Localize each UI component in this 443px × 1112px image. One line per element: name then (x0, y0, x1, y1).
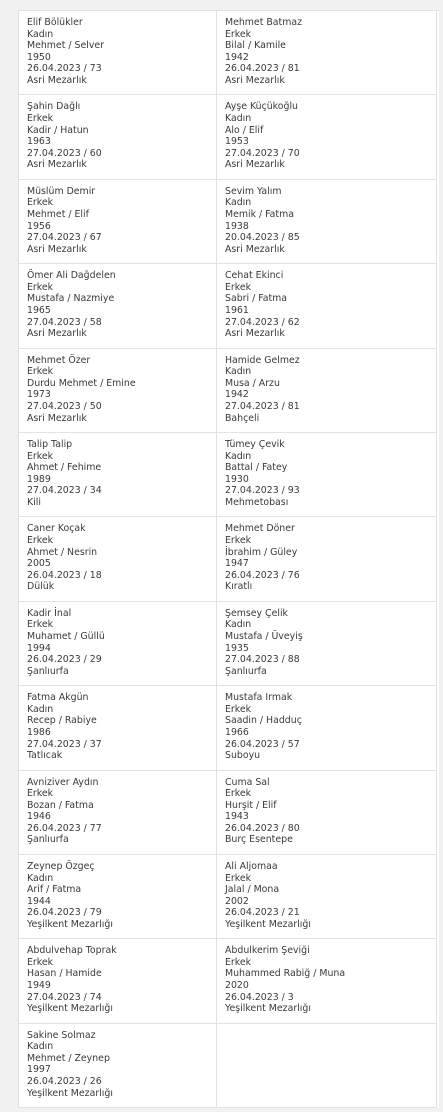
record-birth-year: 1961 (225, 304, 249, 316)
record-date-age: 26.04.2023 / 29 (27, 654, 102, 666)
record-date-age: 26.04.2023 / 80 (225, 822, 300, 834)
record-place: Şanlıurfa (27, 834, 69, 846)
record-gender: Kadın (27, 1041, 54, 1053)
record-gender: Erkek (27, 366, 54, 378)
record-date-age: 27.04.2023 / 60 (27, 147, 102, 159)
record-place: Asri Mezarlık (225, 74, 285, 86)
record-gender: Erkek (225, 281, 252, 293)
record-gender: Erkek (27, 619, 54, 631)
record-date-age: 27.04.2023 / 50 (27, 400, 102, 412)
record-date-age: 27.04.2023 / 34 (27, 485, 102, 497)
record-date-age: 27.04.2023 / 58 (27, 316, 102, 328)
record-birth-year: 1950 (27, 51, 51, 63)
record-cell (217, 433, 437, 517)
record-name: Abdulvehap Toprak (27, 945, 117, 957)
record-birth-year: 1942 (225, 389, 249, 401)
record-cell (19, 433, 217, 517)
record-date-age: 26.04.2023 / 73 (27, 63, 102, 75)
record-place: Dülük (27, 581, 55, 593)
record-name: Avniziver Aydın (27, 776, 99, 788)
record-place: Yeşilkent Mezarlığı (225, 1003, 311, 1015)
record-parents: Ahmet / Nesrin (27, 546, 98, 558)
record-cell (19, 939, 217, 1023)
record-birth-year: 1935 (225, 642, 249, 654)
record-parents: Jalal / Mona (225, 884, 280, 896)
record-birth-year: 1973 (27, 389, 51, 401)
record-place: Asri Mezarlık (225, 159, 285, 171)
record-birth-year: 1946 (27, 811, 51, 823)
record-parents: Durdu Mehmet / Emine (27, 377, 136, 389)
record-cell (217, 517, 437, 601)
record-place: Bahçeli (225, 412, 260, 424)
record-birth-year: 2020 (225, 980, 249, 992)
record-gender: Erkek (225, 956, 252, 968)
record-parents: Ahmet / Fehime (27, 462, 102, 474)
record-gender: Kadın (225, 366, 252, 378)
record-cell (217, 264, 437, 348)
record-date-age: 27.04.2023 / 37 (27, 738, 102, 750)
record-birth-year: 1944 (27, 895, 51, 907)
record-birth-year: 1963 (27, 136, 51, 148)
record-name: Müslüm Demir (27, 185, 96, 197)
record-date-age: 26.04.2023 / 76 (225, 569, 300, 581)
record-gender: Kadın (225, 619, 252, 631)
record-cell (217, 180, 437, 264)
record-name: Zeynep Özgeç (27, 860, 95, 872)
record-name: Mehmet Döner (225, 523, 295, 535)
record-cell (19, 1024, 217, 1108)
record-parents: Battal / Fatey (225, 462, 288, 474)
record-place: Yeşilkent Mezarlığı (27, 918, 113, 930)
record-place: Asri Mezarlık (27, 243, 87, 255)
record-place: Asri Mezarlık (225, 328, 285, 340)
record-name: Talip Talip (27, 438, 73, 450)
record-name: Şemsey Çelik (225, 607, 288, 619)
record-gender: Erkek (225, 872, 252, 884)
record-gender: Kadın (27, 28, 54, 40)
record-cell (19, 180, 217, 264)
record-name: Şahin Dağlı (27, 101, 81, 113)
record-name: Caner Koçak (27, 523, 86, 535)
record-date-age: 27.04.2023 / 93 (225, 485, 300, 497)
record-date-age: 27.04.2023 / 88 (225, 654, 300, 666)
record-parents: Mehmet / Selver (27, 40, 104, 52)
record-parents: Mustafa / Üveyiş (225, 630, 303, 642)
record-birth-year: 2002 (225, 895, 249, 907)
record-cell (19, 11, 217, 95)
record-place: Asri Mezarlık (225, 243, 285, 255)
record-gender: Kadın (225, 197, 252, 209)
record-name: Mustafa Irmak (225, 692, 293, 704)
record-place: Yeşilkent Mezarlığı (27, 1003, 113, 1015)
record-birth-year: 1947 (225, 558, 249, 570)
record-parents: Bilal / Kamile (225, 40, 286, 52)
record-parents: Recep / Rabiye (27, 715, 97, 727)
record-cell (19, 602, 217, 686)
record-name: Cehat Ekinci (225, 270, 284, 282)
record-parents: Mehmet / Elif (27, 208, 89, 220)
record-cell (217, 771, 437, 855)
record-parents: Muhamet / Güllü (27, 630, 105, 642)
records-table (18, 10, 439, 1108)
record-place: Burç Esentepe (225, 834, 293, 846)
record-date-age: 26.04.2023 / 21 (225, 907, 300, 919)
record-parents: Memik / Fatma (225, 208, 294, 220)
record-date-age: 20.04.2023 / 85 (225, 232, 300, 244)
record-place: Suboyu (225, 750, 261, 762)
record-name: Hamide Gelmez (225, 354, 300, 366)
record-cell (19, 771, 217, 855)
record-birth-year: 1989 (27, 473, 51, 485)
record-gender: Erkek (27, 788, 54, 800)
record-parents: Musa / Arzu (225, 377, 280, 389)
record-cell (217, 11, 437, 95)
record-gender: Kadın (27, 703, 54, 715)
record-gender: Kadın (225, 450, 252, 462)
record-name: Mehmet Batmaz (225, 17, 303, 28)
record-parents: Kadir / Hatun (27, 124, 89, 136)
record-name: Abdulkerim Şeviği (225, 945, 310, 957)
record-name: Ayşe Küçükoğlu (225, 101, 299, 113)
record-gender: Erkek (27, 534, 54, 546)
record-name: Mehmet Özer (27, 354, 91, 366)
record-cell (217, 855, 437, 939)
record-birth-year: 1949 (27, 980, 51, 992)
record-place: Asri Mezarlık (27, 412, 87, 424)
record-birth-year: 1966 (225, 726, 249, 738)
record-date-age: 26.04.2023 / 77 (27, 822, 102, 834)
record-name: Sevim Yalım (225, 185, 282, 197)
record-parents: Muhammed Rabiğ / Muna (225, 968, 346, 980)
record-place: Mehmetobası (225, 496, 289, 508)
record-date-age: 26.04.2023 / 26 (27, 1076, 102, 1088)
record-gender: Erkek (225, 788, 252, 800)
record-cell (217, 95, 437, 179)
record-birth-year: 1956 (27, 220, 51, 232)
record-date-age: 27.04.2023 / 70 (225, 147, 300, 159)
record-place: Kili (27, 496, 41, 508)
record-birth-year: 1938 (225, 220, 249, 232)
record-cell (19, 95, 217, 179)
record-gender: Erkek (225, 534, 252, 546)
record-name: Sakine Solmaz (27, 1029, 96, 1041)
record-date-age: 26.04.2023 / 79 (27, 907, 102, 919)
record-birth-year: 1994 (27, 642, 51, 654)
record-gender: Erkek (225, 703, 252, 715)
record-date-age: 27.04.2023 / 67 (27, 232, 102, 244)
record-parents: Arif / Fatma (27, 884, 82, 896)
record-parents: İbrahim / Güley (225, 546, 298, 558)
record-place: Şanlıurfa (225, 665, 267, 677)
record-place: Asri Mezarlık (27, 74, 87, 86)
record-birth-year: 1943 (225, 811, 249, 823)
record-gender: Erkek (27, 450, 54, 462)
record-gender: Erkek (27, 197, 54, 209)
record-name: Ömer Ali Dağdelen (27, 270, 116, 282)
record-birth-year: 1953 (225, 136, 249, 148)
record-parents: Hurşit / Elif (225, 799, 277, 811)
record-parents: Mehmet / Zeynep (27, 1052, 110, 1064)
record-birth-year: 1930 (225, 473, 249, 485)
record-gender: Kadın (27, 872, 54, 884)
record-parents: Hasan / Hamide (27, 968, 102, 980)
record-name: Fatma Akgün (27, 692, 89, 704)
record-date-age: 27.04.2023 / 74 (27, 991, 102, 1003)
record-birth-year: 2005 (27, 558, 51, 570)
record-cell (19, 264, 217, 348)
record-gender: Erkek (225, 28, 252, 40)
record-birth-year: 1986 (27, 726, 51, 738)
record-gender: Erkek (27, 281, 54, 293)
record-name: Elif Bölükler (27, 17, 83, 28)
record-birth-year: 1942 (225, 51, 249, 63)
record-date-age: 26.04.2023 / 3 (225, 991, 294, 1003)
record-date-age: 26.04.2023 / 57 (225, 738, 300, 750)
record-cell (19, 686, 217, 770)
record-parents: Mustafa / Nazmiye (27, 293, 115, 305)
record-date-age: 27.04.2023 / 81 (225, 400, 300, 412)
record-date-age: 27.04.2023 / 62 (225, 316, 300, 328)
record-name: Ali Aljomaa (225, 860, 278, 872)
record-place: Asri Mezarlık (27, 328, 87, 340)
record-parents: Saadin / Hadduç (225, 715, 302, 727)
record-cell (19, 855, 217, 939)
record-place: Tatlıcak (27, 750, 63, 762)
record-cell (19, 349, 217, 433)
record-parents: Alo / Elif (225, 124, 264, 136)
empty-cell (217, 1024, 437, 1108)
record-birth-year: 1997 (27, 1064, 51, 1076)
record-place: Yeşilkent Mezarlığı (225, 918, 311, 930)
record-date-age: 26.04.2023 / 18 (27, 569, 102, 581)
record-birth-year: 1965 (27, 304, 51, 316)
record-place: Yeşilkent Mezarlığı (27, 1087, 113, 1099)
record-gender: Erkek (27, 112, 54, 124)
record-parents: Sabri / Fatma (225, 293, 288, 305)
record-cell (217, 686, 437, 770)
record-name: Tümey Çevik (225, 438, 285, 450)
record-name: Cuma Sal (225, 776, 270, 788)
record-gender: Erkek (27, 956, 54, 968)
record-date-age: 26.04.2023 / 81 (225, 63, 300, 75)
record-place: Asri Mezarlık (27, 159, 87, 171)
record-cell (217, 939, 437, 1023)
record-cell (217, 602, 437, 686)
record-parents: Bozan / Fatma (27, 799, 94, 811)
record-gender: Kadın (225, 112, 252, 124)
record-name: Kadir İnal (27, 607, 72, 619)
record-place: Şanlıurfa (27, 665, 69, 677)
record-cell (217, 349, 437, 433)
record-place: Kıratlı (225, 581, 253, 593)
record-cell (19, 517, 217, 601)
